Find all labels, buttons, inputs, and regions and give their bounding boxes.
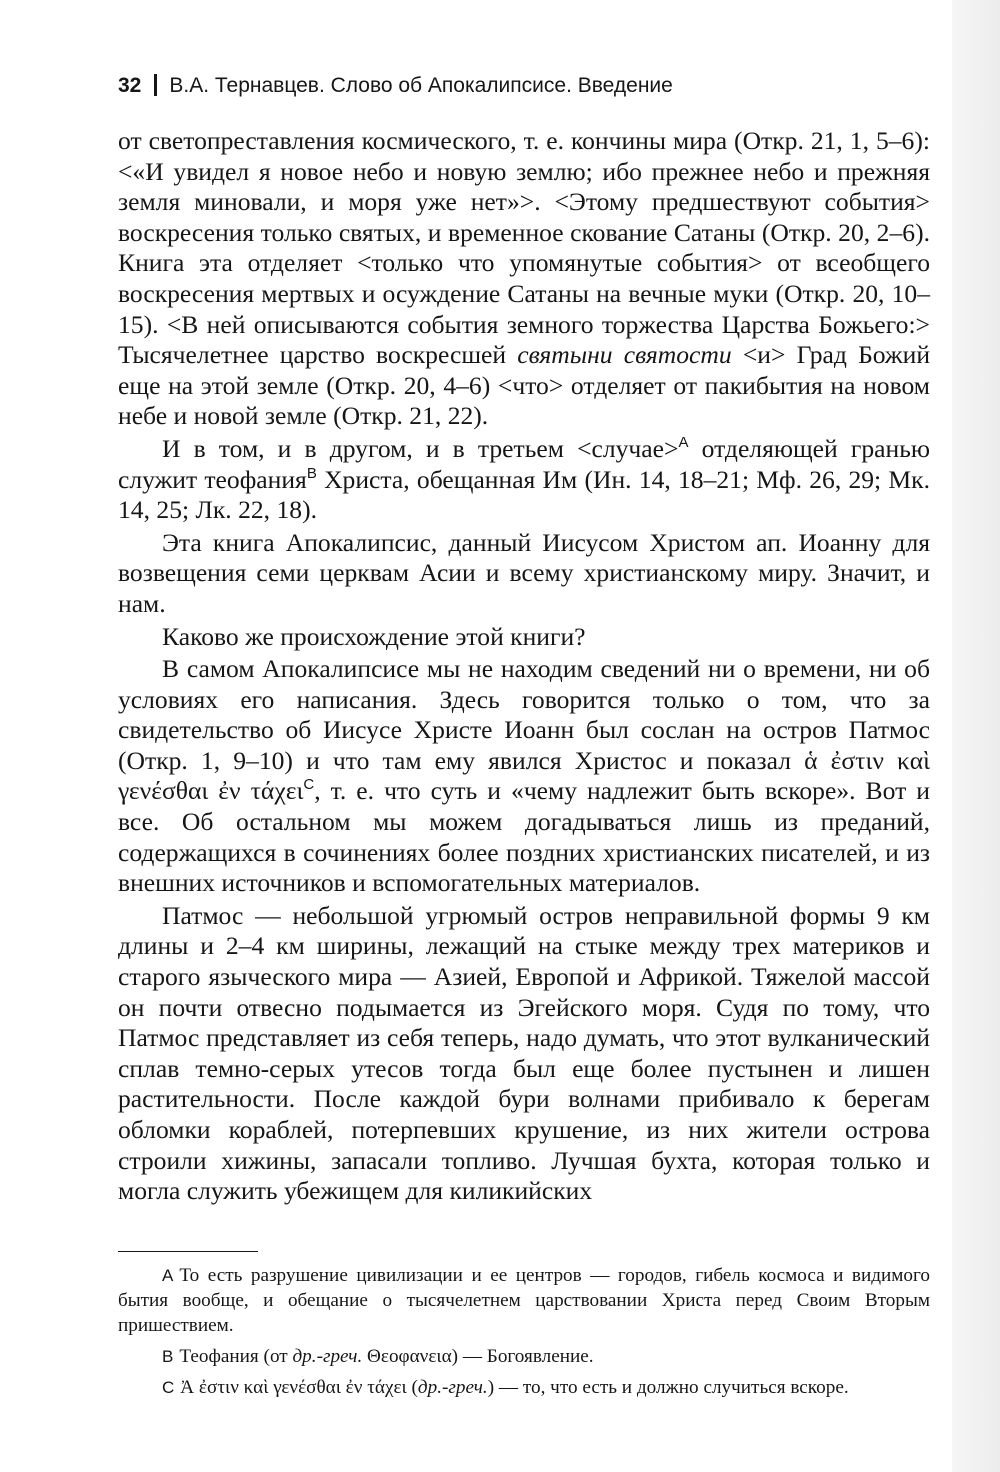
footnote-ref-c[interactable]: C bbox=[303, 776, 315, 794]
paragraph-2 bbox=[118, 434, 930, 526]
paragraph-3: Эта книга Апокалипсис, данный Иисусом Христом ап. Иоанну для возвещения семи церквам Асии и всему христианскому миру. Значит, и нам. bbox=[118, 527, 930, 618]
footnote-b-text-1: Теофания (от bbox=[179, 1346, 288, 1367]
italic-phrase: святыни святости bbox=[517, 340, 732, 370]
page-edge-shade bbox=[952, 0, 1000, 1472]
footnote-mark-b: B bbox=[162, 1347, 174, 1366]
paragraph-2-part-3: Христа, обещанная Им (Ин. 14, 18–21; Мф. 26, 29; Мк. 14, 25; Лк. 22, 18). bbox=[118, 464, 930, 525]
footnote-rule bbox=[118, 1251, 258, 1252]
running-title: В.А. Тернавцев. Слово об Апокалипсисе. Введение bbox=[169, 74, 673, 97]
footnote-b bbox=[118, 1344, 930, 1369]
paragraph-1-part-2: <и> Град Божий еще на этой земле (Откр. 20, 4–6) <что> отделяет от пакибытия на новом небе и новой земле (Откр. 21, 22). bbox=[118, 340, 931, 431]
footnote-mark-a: A bbox=[162, 1266, 174, 1285]
body-text bbox=[118, 126, 930, 1207]
footnote-c-text-2: ) — то, что есть и должно случиться вскоре. bbox=[487, 1377, 849, 1398]
header-separator bbox=[154, 74, 157, 96]
paragraph-5-part-1: В самом Апокалипсисе мы не находим сведений ни о времени, ни об условиях его написания. Здесь говорится только о том, что за свидетельство об Иисусе Христе Иоанн был сослан на остров Патмос (Откр. 1, 9–10) и что там ему явился Христос и показал ἁ ἐστιν καὶ γενέσθαι ἐν τάχει bbox=[118, 654, 930, 806]
footnotes bbox=[118, 1263, 930, 1406]
paragraph-2-part-1: И в том, и в другом, и в третьем <случае> bbox=[162, 433, 679, 463]
footnote-c-source: др.-греч. bbox=[417, 1377, 488, 1398]
footnote-c bbox=[118, 1375, 930, 1400]
paragraph-1 bbox=[118, 126, 930, 432]
footnote-mark-c: C bbox=[162, 1378, 175, 1397]
footnote-ref-a[interactable]: A bbox=[678, 433, 689, 451]
page-number: 32 bbox=[118, 74, 142, 97]
paragraph-1-part-1: от светопреставления космического, т. е. кончины мира (Откр. 21, 1, 5–6): <«И увидел я новое небо и новую землю; ибо прежнее небо и прежняя земля миновали, и моря уже нет»>. <Этому предшествуют события> воскресения только святых, и временное скование Сатаны (Откр. 20, 2–6). Книга эта отделяет <только что упомянутые события> от всеобщего воскресения мертвых и осуждение Сатаны на вечные муки (Откр. 20, 10–15). <В ней описываются события земного торжества Царства Божьего:> Тысячелетнее царство воскресшей bbox=[118, 126, 930, 370]
paragraph-2-part-2: отделяющей гранью служит теофания bbox=[118, 433, 930, 494]
book-page bbox=[118, 0, 930, 1472]
footnote-c-text-1: Ἀ ἐστιν καὶ γενέσθαι ἐν τάχει ( bbox=[180, 1377, 418, 1398]
paragraph-4: Каково же происхождение этой книги? bbox=[162, 621, 586, 651]
footnote-a-text: То есть разрушение цивилизации и ее центров — городов, гибель космоса и видимого бытия вообще, и обещание о тысячелетнем царствовании Христа перед Своим Вторым пришествием. bbox=[118, 1265, 930, 1336]
paragraph-5-part-2: , т. е. что суть и «чему надлежит быть вскоре». Вот и все. Об остальном мы можем догадываться лишь из преданий, содержащихся в сочинениях более поздних христианских писателей, и из внешних источников и вспомогательных материалов. bbox=[118, 776, 930, 898]
footnote-ref-b[interactable]: B bbox=[306, 464, 317, 482]
footnote-a bbox=[118, 1263, 930, 1338]
running-head bbox=[118, 70, 930, 102]
footnote-b-source: др.-греч. bbox=[292, 1346, 363, 1367]
paragraph-5 bbox=[118, 654, 930, 899]
footnote-b-text-2: Θεοφανεια) — Богоявление. bbox=[367, 1346, 594, 1367]
paragraph-6: Патмос — небольшой угрюмый остров неправильной формы 9 км длины и 2–4 км ширины, лежащий на стыке между трех материков и старого языческого мира — Азией, Европой и Африкой. Тяжелой массой он почти отвесно подымается из Эгейского моря. Судя по тому, что Патмос представляет из себя теперь, надо думать, что этот вулканический сплав темно-серых утесов тогда был еще более пустынен и лишен растительности. После каждой бури волнами прибивало к берегам обломки кораблей, потерпевших крушение, из них жители острова строили хижины, запасали топливо. Лучшая бухта, которая только и могла служить убежищем для киликийских bbox=[118, 900, 930, 1206]
